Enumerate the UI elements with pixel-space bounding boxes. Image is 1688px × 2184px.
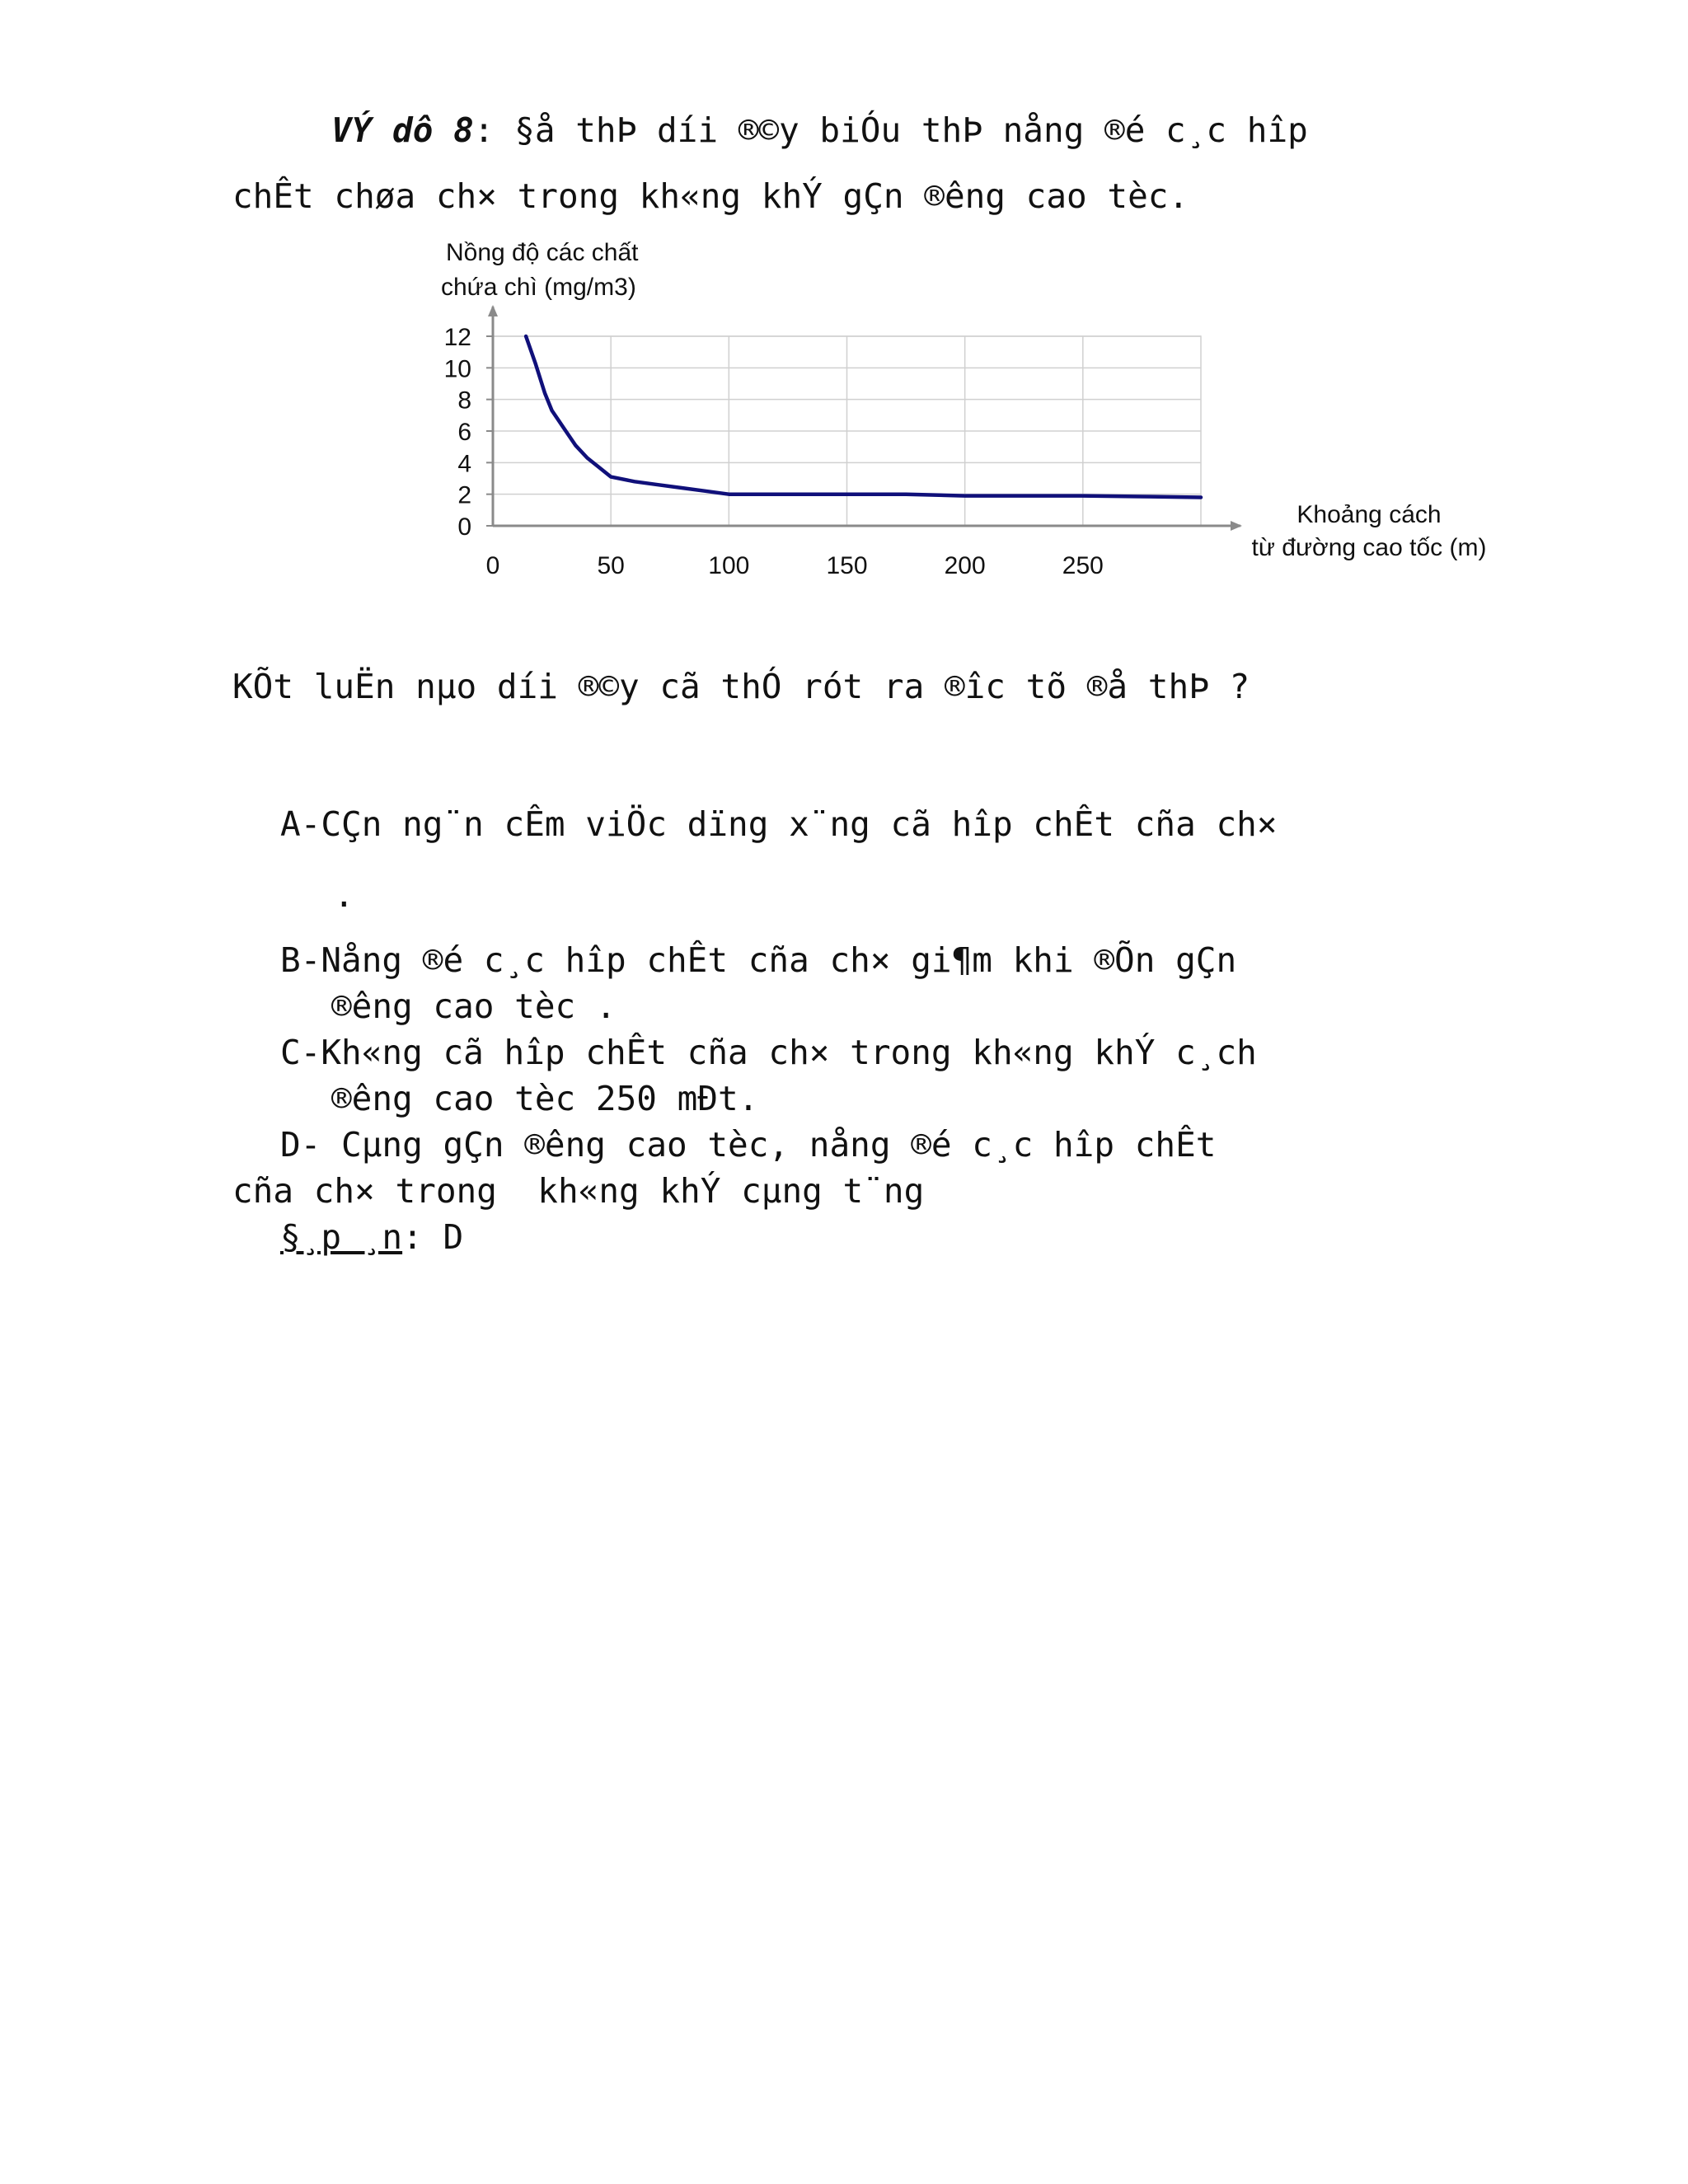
example-colon: : [473, 110, 495, 150]
y-axis-label-line-2: chứa chì (mg/m3) [441, 274, 636, 301]
y-tick-label: 0 [457, 513, 471, 541]
x-tick-label: 150 [826, 552, 868, 579]
option-b-line-2: ®êng cao tèc . [331, 987, 617, 1026]
chart-ticks [444, 324, 1104, 579]
answer-label: §¸p ¸n [280, 1217, 403, 1257]
answer-line [280, 1214, 463, 1260]
y-axis-label-line-1: Nồng độ các chất [446, 239, 639, 266]
x-tick-label: 100 [708, 552, 750, 579]
y-tick-label: 4 [457, 450, 471, 478]
intro-text-1: §å thÞ díi ®©y biÓu thÞ nång ®é c¸c hîp [494, 110, 1308, 150]
x-tick-label: 0 [485, 552, 500, 579]
example-label: VÝ dô 8 [331, 110, 474, 150]
y-tick-label: 8 [457, 387, 471, 415]
answer-value: : D [402, 1217, 464, 1257]
question-text: KÕt luËn nµo díi ®©y cã thÓ rót ra ®îc tõ ®å thÞ ? [232, 667, 1250, 706]
y-tick-label: 12 [443, 324, 471, 351]
intro-line-2: chÊt chøa ch× trong kh«ng khÝ gÇn ®êng cao tèc. [232, 176, 1189, 216]
y-tick-label: 10 [443, 355, 471, 383]
option-c-line-2: ®êng cao tèc 250 mÐt. [331, 1079, 759, 1118]
chart-series [526, 336, 1201, 498]
y-tick-label: 2 [457, 481, 471, 509]
lead-concentration-chart [0, 0, 1688, 593]
option-c-line-1: C-Kh«ng cã hîp chÊt cña ch× trong kh«ng khÝ c¸ch [280, 1033, 1257, 1072]
x-axis-label-line-1: Khoảng cách [1296, 501, 1442, 528]
option-d-line-1: D- Cµng gÇn ®êng cao tèc, nång ®é c¸c hîp chÊt [280, 1125, 1217, 1165]
option-d-line-2: cña ch× trong kh«ng khÝ cµng t¨ng [232, 1171, 925, 1211]
x-tick-label: 50 [597, 552, 625, 579]
x-axis-label-line-2: từ đường cao tốc (m) [1251, 534, 1487, 561]
option-a-line-1: A-CÇn ng¨n cÊm viÖc dïng x¨ng cã hîp chÊt cña ch× [280, 804, 1278, 844]
y-tick-label: 6 [457, 419, 471, 446]
x-tick-label: 200 [944, 552, 986, 579]
series-line [526, 336, 1201, 498]
option-a-line-2: . [334, 875, 354, 915]
x-tick-label: 250 [1062, 552, 1104, 579]
option-b-line-1: B-Nång ®é c¸c hîp chÊt cña ch× gi¶m khi ®Õn gÇn [280, 940, 1237, 980]
